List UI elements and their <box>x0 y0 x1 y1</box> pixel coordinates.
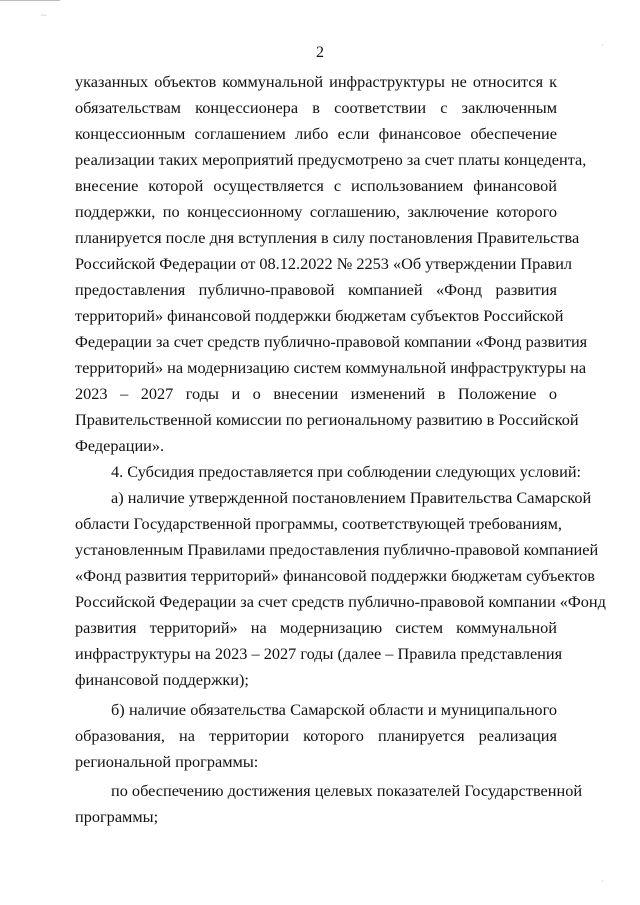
scan-mark: · <box>601 877 604 887</box>
text-line: финансовой поддержки); <box>75 670 249 689</box>
text-line: обязательствам концессионера в соответствии с заключенным <box>75 98 557 117</box>
text-line: региональной программы: <box>75 752 259 771</box>
text-line: инфраструктуры на 2023 – 2027 годы (далее – Правила представления <box>75 644 563 663</box>
text-line: Российской Федерации за счет средств публично-правовой компании «Фонд <box>75 592 606 611</box>
text-line: концессионным соглашением либо если финансовое обеспечение <box>75 124 557 143</box>
text-line: Федерации». <box>75 436 165 455</box>
text-line: Российской Федерации от 08.12.2022 № 2253 «Об утверждении Правил <box>75 254 573 273</box>
text-line: Федерации за счет средств публично-правовой компании «Фонд развития <box>75 332 588 351</box>
text-line: предоставления публично-правовой компанией «Фонд развития <box>75 280 557 299</box>
text-line: реализации таких мероприятий предусмотрено за счет платы концедента, <box>75 150 587 169</box>
text-line: «Фонд развития территорий» финансовой поддержки бюджетам субъектов <box>75 566 595 585</box>
text-line: образования, на территории которого планируется реализация <box>75 726 557 745</box>
text-line: планируется после дня вступления в силу постановления Правительства <box>75 228 580 247</box>
text-line: б) наличие обязательства Самарской области и муниципального <box>111 700 557 719</box>
text-line: указанных объектов коммунальной инфраструктуры не относится к <box>75 72 557 91</box>
text-line: установленным Правилами предоставления публично-правовой компанией <box>75 540 599 559</box>
text-line: внесение которой осуществляется с использованием финансовой <box>75 176 557 195</box>
page-number: 2 <box>316 44 324 61</box>
text-line: 2023 – 2027 годы и о внесении изменений в Положение о <box>75 384 557 403</box>
text-line: Правительственной комиссии по региональному развитию в Российской <box>75 410 579 429</box>
text-line: программы; <box>75 807 159 826</box>
scan-mark: ∼ <box>40 11 48 21</box>
text-line: территорий» финансовой поддержки бюджетам субъектов Российской <box>75 306 564 325</box>
scan-edge-line <box>0 0 60 1</box>
text-line: области Государственной программы, соответствующей требованиям, <box>75 514 562 533</box>
text-line: а) наличие утвержденной постановлением Правительства Самарской <box>111 488 592 507</box>
scan-mark: · <box>601 41 604 51</box>
text-line: по обеспечению достижения целевых показателей Государственной <box>111 781 583 800</box>
text-line: поддержки, по концессионному соглашению, заключение которого <box>75 202 557 221</box>
section-heading: 4. Субсидия предоставляется при соблюдении следующих условий: <box>111 462 582 481</box>
text-line: территорий» на модернизацию систем коммунальной инфраструктуры на <box>75 358 587 377</box>
text-line: развития территорий» на модернизацию систем коммунальной <box>75 618 557 637</box>
